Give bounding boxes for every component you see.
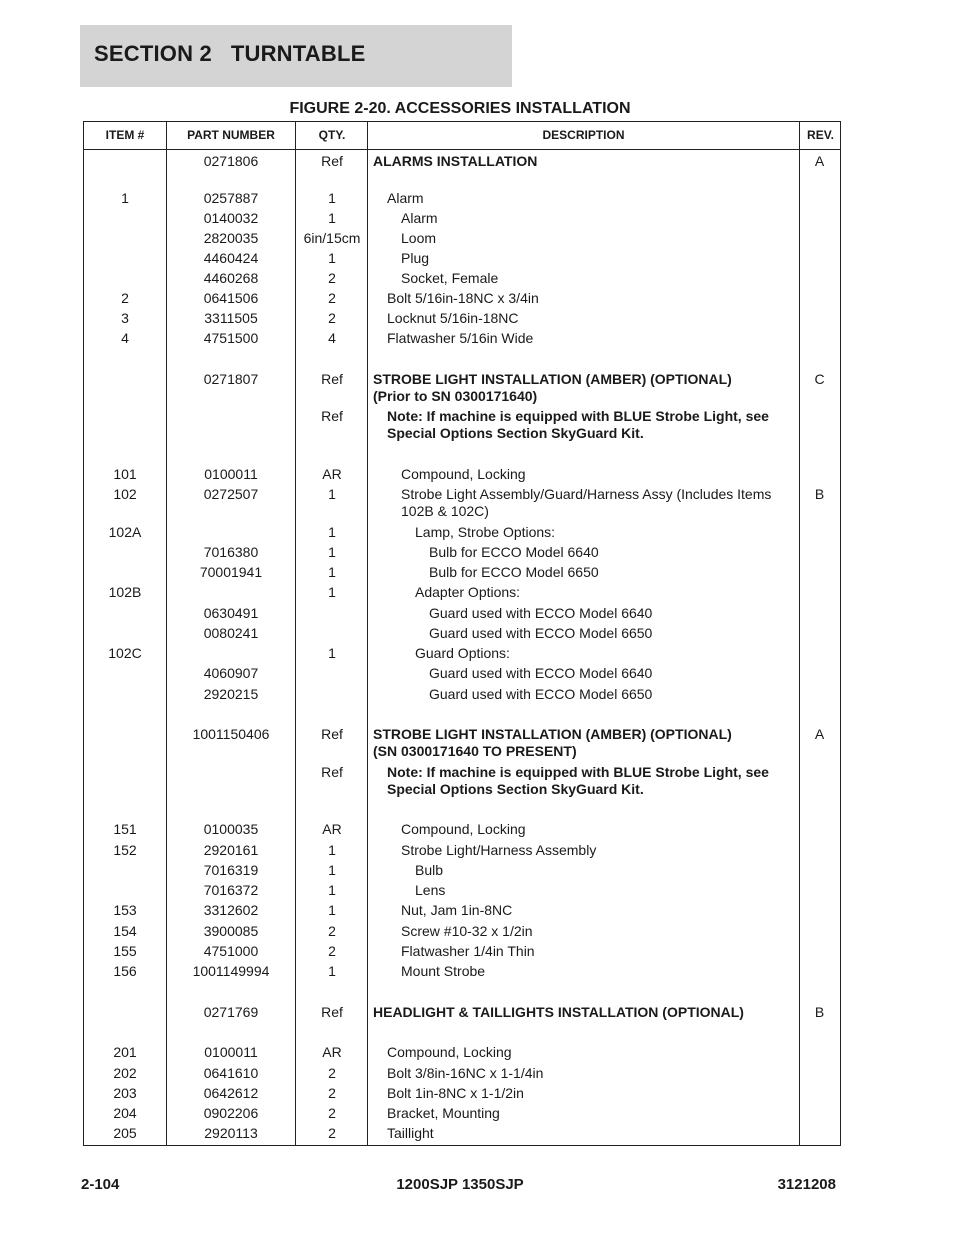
qty-cell: 1 (328, 210, 336, 226)
qty-cell: 2 (328, 310, 336, 326)
description-cell (368, 408, 799, 442)
description-cell (368, 842, 799, 859)
rev-cell (799, 466, 840, 483)
item-cell: 152 (113, 842, 137, 858)
part-number-cell: 2820035 (203, 230, 259, 246)
description-cell (368, 1105, 799, 1122)
rev-cell (799, 764, 840, 798)
table-row (84, 408, 840, 442)
table-row (84, 310, 840, 327)
item-cell (84, 230, 166, 247)
table-row (84, 466, 840, 483)
description-cell (368, 290, 799, 307)
description-line: Alarm (401, 210, 438, 226)
part-number-cell: 0642612 (203, 1085, 259, 1101)
description-line: Guard Options: (415, 645, 510, 661)
description-line: Bolt 1in-8NC x 1-1/2in (387, 1085, 524, 1101)
table-row (84, 486, 840, 520)
qty-cell: 2 (328, 1105, 336, 1121)
qty-cell: AR (322, 1044, 342, 1060)
part-number-cell: 4060907 (203, 665, 259, 681)
table-row (84, 605, 840, 622)
item-cell (84, 564, 166, 581)
part-number-cell: 4460268 (203, 270, 259, 286)
table-row (84, 764, 840, 798)
rev-cell (799, 686, 840, 703)
qty-cell: 1 (328, 524, 336, 540)
rev-cell (799, 1125, 840, 1142)
part-number-cell: 3312602 (203, 902, 259, 918)
part-number-cell: 70001941 (199, 564, 263, 580)
rev-cell (799, 821, 840, 838)
description-line: Bulb (415, 862, 444, 878)
item-cell (84, 1004, 166, 1021)
part-number-cell: 2920113 (204, 1125, 258, 1141)
part-number-cell: 7016319 (203, 862, 259, 878)
part-number-cell: 0100035 (203, 821, 259, 837)
qty-cell: Ref (321, 764, 343, 780)
table-row (84, 665, 840, 682)
item-cell: 204 (113, 1105, 137, 1121)
table-row (84, 230, 840, 247)
description-line: Locknut 5/16in-18NC (387, 310, 519, 326)
item-cell: 154 (113, 923, 137, 939)
qty-cell: 2 (328, 270, 336, 286)
qty-cell (296, 665, 368, 682)
qty-cell: 1 (328, 645, 336, 661)
description-cell (368, 524, 799, 541)
part-number-cell: 0140032 (203, 210, 259, 226)
description-line: Bracket, Mounting (387, 1105, 500, 1121)
description-cell (368, 1085, 799, 1102)
description-line: Guard used with ECCO Model 6650 (429, 625, 653, 641)
table-body (84, 150, 840, 1145)
part-number-cell: 2920215 (203, 686, 259, 702)
description-line: Mount Strobe (401, 963, 486, 979)
description-line: Flatwasher 1/4in Thin (401, 943, 535, 959)
table-row (84, 726, 840, 760)
item-cell: 2 (121, 290, 129, 306)
description-cell (368, 764, 799, 798)
part-number-cell: 0080241 (203, 625, 259, 641)
item-cell (84, 726, 166, 760)
col-header-rev: REV. (807, 128, 834, 142)
table-row (84, 902, 840, 919)
part-number-cell: 0271807 (203, 371, 259, 387)
part-number-cell: 2920161 (203, 842, 259, 858)
description-line: Compound, Locking (401, 466, 526, 482)
description-cell (368, 1044, 799, 1061)
item-cell: 102B (108, 584, 142, 600)
item-cell (84, 250, 166, 267)
part-number-cell: 0257887 (203, 190, 259, 206)
part-number-cell: 4751000 (203, 943, 259, 959)
rev-cell (799, 1044, 840, 1061)
qty-cell (296, 605, 368, 622)
part-number-cell: 0271769 (203, 1004, 259, 1020)
rev-cell (799, 963, 840, 980)
description-cell (368, 544, 799, 561)
item-cell (84, 408, 166, 442)
description-cell (368, 230, 799, 247)
item-cell (84, 153, 166, 170)
item-cell: 4 (121, 330, 129, 346)
figure-title: FIGURE 2-20. ACCESSORIES INSTALLATION (289, 100, 631, 117)
description-line: Note: If machine is equipped with BLUE Strobe Light, see (387, 764, 769, 780)
rev-cell (799, 544, 840, 561)
description-line: Nut, Jam 1in-8NC (401, 902, 513, 918)
item-cell (84, 862, 166, 879)
rev-cell (799, 902, 840, 919)
part-number-cell: 0641506 (203, 290, 259, 306)
rev-cell (799, 270, 840, 287)
description-cell (368, 270, 799, 287)
part-number-cell: 1001150406 (192, 726, 270, 742)
item-cell: 155 (113, 943, 137, 959)
qty-cell: 1 (328, 842, 336, 858)
part-number-cell: 3900085 (203, 923, 259, 939)
rev-cell (799, 625, 840, 642)
qty-cell: 2 (328, 1085, 336, 1101)
qty-cell: Ref (321, 1004, 343, 1020)
col-header-description: DESCRIPTION (542, 128, 625, 142)
table-row (84, 153, 840, 170)
rev-cell (799, 1105, 840, 1122)
part-number-cell: 1001149994 (192, 963, 270, 979)
rev-cell (799, 290, 840, 307)
table-row (84, 1125, 840, 1142)
description-cell (368, 943, 799, 960)
rev-cell (799, 1085, 840, 1102)
table-row (84, 564, 840, 581)
description-cell (368, 686, 799, 703)
table-row (84, 371, 840, 405)
description-cell (368, 330, 799, 347)
qty-cell: 1 (328, 963, 336, 979)
parts-table (83, 121, 841, 1146)
qty-cell: 1 (328, 882, 336, 898)
rev-cell (799, 584, 840, 601)
rev-cell (799, 943, 840, 960)
table-row (84, 1105, 840, 1122)
qty-cell (296, 686, 368, 703)
table-row (84, 1044, 840, 1061)
description-line: Special Options Section SkyGuard Kit. (387, 425, 644, 441)
section-header (80, 25, 512, 87)
rev-cell (799, 862, 840, 879)
description-line: HEADLIGHT & TAILLIGHTS INSTALLATION (OPTIONAL) (373, 1004, 744, 1020)
qty-cell: 1 (328, 564, 336, 580)
item-cell: 205 (113, 1125, 137, 1141)
description-cell (368, 486, 799, 520)
item-cell: 153 (113, 902, 137, 918)
qty-cell: 1 (328, 902, 336, 918)
table-row (84, 625, 840, 642)
description-line: STROBE LIGHT INSTALLATION (AMBER) (OPTIONAL) (373, 726, 732, 742)
col-header-item: ITEM # (105, 128, 145, 142)
table-row (84, 250, 840, 267)
description-cell (368, 645, 799, 662)
table-row (84, 330, 840, 347)
part-number-cell: 0100011 (204, 466, 258, 482)
description-line: Bolt 3/8in-16NC x 1-1/4in (387, 1065, 544, 1081)
rev-cell (799, 524, 840, 541)
description-cell (368, 584, 799, 601)
part-number-cell: 4460424 (203, 250, 259, 266)
table-row (84, 290, 840, 307)
table-row (84, 842, 840, 859)
item-cell: 201 (113, 1044, 137, 1060)
description-line: Screw #10-32 x 1/2in (401, 923, 533, 939)
item-cell (84, 625, 166, 642)
item-cell (84, 605, 166, 622)
table-row (84, 210, 840, 227)
part-number-cell: 0902206 (203, 1105, 259, 1121)
rev-cell: A (814, 153, 825, 169)
rev-cell (799, 1065, 840, 1082)
item-cell: 101 (113, 466, 137, 482)
description-line: Bolt 5/16in-18NC x 3/4in (387, 290, 539, 306)
description-cell (368, 310, 799, 327)
part-number-cell: 7016380 (203, 544, 259, 560)
qty-cell: 1 (328, 486, 336, 502)
description-cell (368, 963, 799, 980)
rev-cell (799, 210, 840, 227)
rev-cell: B (814, 1004, 825, 1020)
part-number-cell (166, 524, 296, 541)
rev-cell (799, 605, 840, 622)
table-row (84, 1065, 840, 1082)
page-number: 2-104 (81, 1176, 120, 1193)
description-cell (368, 190, 799, 207)
description-cell (368, 605, 799, 622)
rev-cell (799, 190, 840, 207)
qty-cell: AR (322, 466, 342, 482)
description-line: Special Options Section SkyGuard Kit. (387, 781, 644, 797)
item-cell (84, 665, 166, 682)
rev-cell (799, 250, 840, 267)
item-cell: 102C (108, 645, 142, 661)
rev-cell (799, 408, 840, 442)
table-row (84, 524, 840, 541)
qty-cell: AR (322, 821, 342, 837)
rev-cell: B (814, 486, 825, 502)
description-line: Alarm (387, 190, 424, 206)
rev-cell (799, 564, 840, 581)
qty-cell: 2 (328, 923, 336, 939)
part-number-cell: 0641610 (203, 1065, 259, 1081)
item-cell (84, 764, 166, 798)
description-cell (368, 902, 799, 919)
description-cell (368, 153, 799, 170)
description-cell (368, 371, 799, 405)
item-cell: 156 (113, 963, 137, 979)
description-line: Guard used with ECCO Model 6640 (429, 605, 653, 621)
description-cell (368, 1065, 799, 1082)
part-number-cell: 3311505 (204, 310, 258, 326)
table-row (84, 270, 840, 287)
table-row (84, 862, 840, 879)
item-cell: 203 (113, 1085, 137, 1101)
part-number-cell (166, 645, 296, 662)
description-line: STROBE LIGHT INSTALLATION (AMBER) (OPTIONAL) (373, 371, 732, 387)
item-cell (84, 371, 166, 405)
document-number: 3121208 (777, 1176, 836, 1193)
description-line: Guard used with ECCO Model 6640 (429, 665, 653, 681)
item-cell (84, 686, 166, 703)
table-row (84, 923, 840, 940)
qty-cell: 1 (328, 190, 336, 206)
part-number-cell: 7016372 (203, 882, 259, 898)
qty-cell: 1 (328, 544, 336, 560)
col-header-part-number: PART NUMBER (187, 128, 275, 142)
qty-cell: 1 (328, 584, 336, 600)
table-row (84, 584, 840, 601)
description-line: Note: If machine is equipped with BLUE Strobe Light, see (387, 408, 769, 424)
qty-cell: 1 (328, 862, 336, 878)
table-row (84, 190, 840, 207)
description-line: Compound, Locking (387, 1044, 512, 1060)
description-line: Bulb for ECCO Model 6650 (429, 564, 599, 580)
item-cell (84, 544, 166, 561)
rev-cell (799, 230, 840, 247)
part-number-cell: 4751500 (203, 330, 259, 346)
part-number-cell (166, 584, 296, 601)
description-cell (368, 466, 799, 483)
rev-cell (799, 665, 840, 682)
table-row (84, 1004, 840, 1021)
rev-cell: C (814, 371, 825, 387)
description-cell (368, 665, 799, 682)
table-row (84, 645, 840, 662)
description-cell (368, 210, 799, 227)
qty-cell: 4 (328, 330, 336, 346)
description-cell (368, 250, 799, 267)
rev-cell (799, 882, 840, 899)
item-cell (84, 210, 166, 227)
description-line: Flatwasher 5/16in Wide (387, 330, 534, 346)
description-line: Guard used with ECCO Model 6650 (429, 686, 653, 702)
table-row (84, 821, 840, 838)
table-row (84, 943, 840, 960)
qty-cell: 2 (328, 1125, 336, 1141)
table-row (84, 686, 840, 703)
item-cell: 202 (113, 1065, 137, 1081)
table-row (84, 882, 840, 899)
description-cell (368, 625, 799, 642)
description-line: ALARMS INSTALLATION (373, 153, 538, 169)
description-cell (368, 923, 799, 940)
model-number: 1200SJP 1350SJP (396, 1176, 524, 1193)
description-cell (368, 862, 799, 879)
qty-cell (296, 625, 368, 642)
table-row (84, 544, 840, 561)
item-cell: 3 (121, 310, 129, 326)
description-line: Lens (415, 882, 446, 898)
item-cell (84, 270, 166, 287)
table-row (84, 1085, 840, 1102)
part-number-cell (166, 408, 296, 442)
qty-cell: Ref (321, 408, 343, 424)
description-line: Strobe Light Assembly/Guard/Harness Assy (Includes Items (401, 486, 772, 502)
description-cell (368, 882, 799, 899)
description-cell (368, 821, 799, 838)
qty-cell: 2 (328, 290, 336, 306)
description-line: Plug (401, 250, 430, 266)
description-line: Lamp, Strobe Options: (415, 524, 556, 540)
description-line: (SN 0300171640 TO PRESENT) (373, 743, 577, 759)
description-line: Adapter Options: (415, 584, 521, 600)
qty-cell: Ref (321, 371, 343, 387)
part-number-cell: 0271806 (203, 153, 259, 169)
table-row (84, 963, 840, 980)
item-cell (84, 882, 166, 899)
qty-cell: 2 (328, 943, 336, 959)
description-cell (368, 726, 799, 760)
qty-cell: Ref (321, 726, 343, 742)
item-cell: 151 (113, 821, 137, 837)
rev-cell: A (814, 726, 825, 742)
description-line: (Prior to SN 0300171640) (373, 388, 538, 404)
description-cell (368, 1125, 799, 1142)
item-cell: 102 (113, 486, 137, 502)
rev-cell (799, 310, 840, 327)
rev-cell (799, 923, 840, 940)
col-header-qty: QTY. (318, 128, 346, 142)
section-title: SECTION 2 TURNTABLE (94, 41, 366, 66)
part-number-cell: 0100011 (204, 1044, 258, 1060)
part-number-cell (166, 764, 296, 798)
rev-cell (799, 330, 840, 347)
description-line: 102B & 102C) (401, 503, 489, 519)
description-line: Compound, Locking (401, 821, 526, 837)
rev-cell (799, 842, 840, 859)
qty-cell: 6in/15cm (303, 230, 361, 246)
part-number-cell: 0630491 (203, 605, 259, 621)
qty-cell: 2 (328, 1065, 336, 1081)
description-line: Socket, Female (401, 270, 499, 286)
qty-cell: 1 (328, 250, 336, 266)
description-cell (368, 1004, 799, 1021)
rev-cell (799, 645, 840, 662)
description-line: Strobe Light/Harness Assembly (401, 842, 597, 858)
qty-cell: Ref (321, 153, 343, 169)
description-line: Taillight (387, 1125, 434, 1141)
item-cell: 102A (108, 524, 142, 540)
description-cell (368, 564, 799, 581)
description-line: Loom (401, 230, 437, 246)
description-line: Bulb for ECCO Model 6640 (429, 544, 599, 560)
item-cell: 1 (121, 190, 129, 206)
part-number-cell: 0272507 (203, 486, 259, 502)
